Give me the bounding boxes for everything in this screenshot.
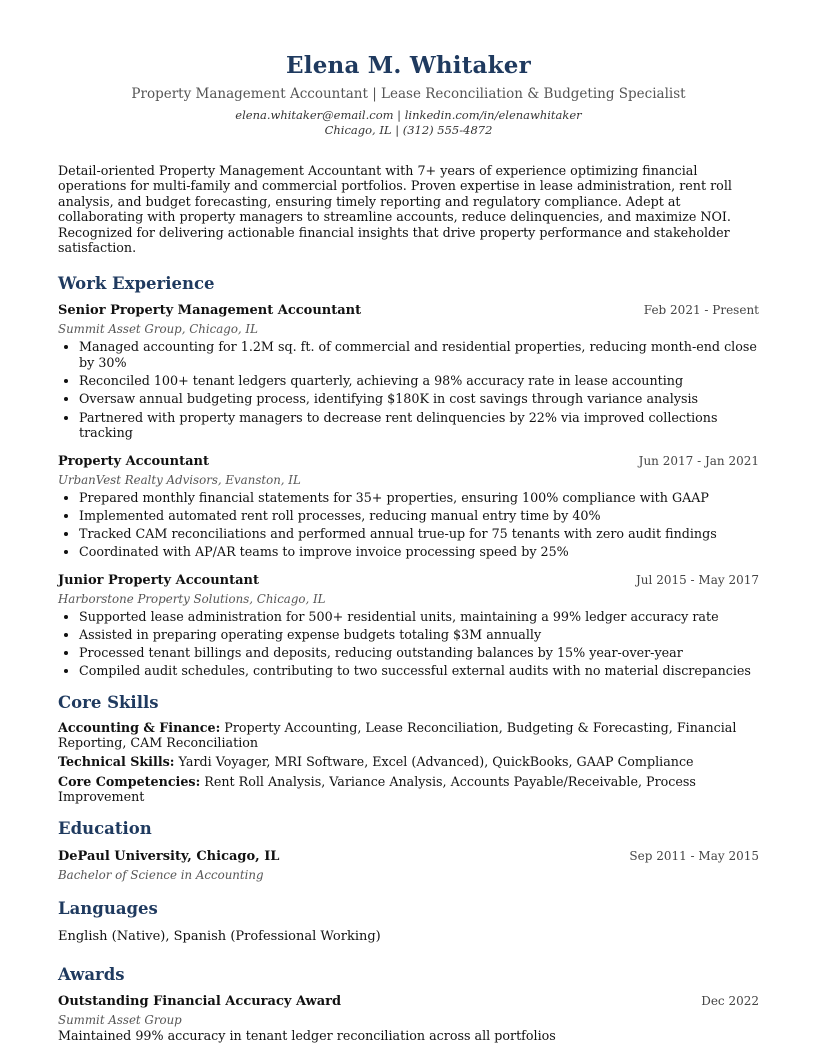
- job-bullet: • Assisted in preparing operating expense budgets totaling $3M annually: [79, 627, 759, 643]
- section-title-core-skills: Core Skills: [58, 692, 159, 712]
- core-skills-section: [58, 692, 759, 804]
- award-date: Dec 2022: [701, 994, 759, 1009]
- headline: Property Management Accountant | Lease Reconciliation & Budgeting Specialist: [131, 86, 686, 102]
- job-date: Feb 2021 - Present: [643, 303, 759, 318]
- languages-section: [58, 898, 759, 945]
- resume-page: [58, 0, 759, 1043]
- job-bullet: • Managed accounting for 1.2M sq. ft. of commercial and residential properties, reducing month-end close by 30%: [79, 339, 759, 370]
- job-bullet: • Supported lease administration for 500+ residential units, maintaining a 99% ledger accuracy rate: [79, 609, 759, 625]
- job-company: Harborstone Property Solutions, Chicago, IL: [58, 591, 326, 606]
- education-section: [58, 818, 759, 883]
- section-title-education: Education: [58, 819, 152, 839]
- job-bullet: • Partnered with property managers to decrease rent delinquencies by 22% via improved collections tracking: [79, 410, 759, 441]
- contact-line-location-phone: Chicago, IL | (312) 555-4872: [324, 123, 493, 137]
- job-date: Jun 2017 - Jan 2021: [638, 453, 759, 468]
- section-title-languages: Languages: [58, 899, 158, 919]
- job-bullets: [58, 490, 759, 560]
- job-bullet: • Reconciled 100+ tenant ledgers quarterly, achieving a 98% accuracy rate in lease accounting: [79, 373, 759, 389]
- section-title-work-experience: Work Experience: [58, 274, 215, 294]
- skill-row: [58, 754, 759, 769]
- candidate-name: Elena M. Whitaker: [286, 52, 531, 79]
- education-date: Sep 2011 - May 2015: [629, 849, 759, 864]
- professional-summary: Detail-oriented Property Management Accountant with 7+ years of experience optimizing financial operations for multi-family and commercial portfolios. Proven expertise in lease administration, rent roll analysis, and budget forecasting, ensuring timely reporting and regulatory compliance. Adept at collaborating with property managers to streamline accounts, reduce delinquencies, and maximize NOI. Recognized for delivering actionable financial insights that drive property performance and stakeholder satisfaction.: [58, 163, 732, 256]
- work-experience-section: [58, 273, 759, 678]
- award-description: Maintained 99% accuracy in tenant ledger reconciliation across all portfolios: [58, 1028, 556, 1044]
- degree: Bachelor of Science in Accounting: [58, 868, 264, 883]
- school-name: DePaul University, Chicago, IL: [58, 849, 280, 865]
- job-bullet: • Prepared monthly financial statements for 35+ properties, ensuring 100% compliance with GAAP: [79, 490, 759, 506]
- skill-value: Yardi Voyager, MRI Software, Excel (Advanced), QuickBooks, GAAP Compliance: [174, 754, 694, 770]
- award-entry: [58, 993, 759, 1043]
- job-bullet: • Implemented automated rent roll processes, reducing manual entry time by 40%: [79, 508, 759, 524]
- job-title: Junior Property Accountant: [58, 572, 260, 588]
- job-bullets: [58, 609, 759, 679]
- skill-row: [58, 720, 759, 751]
- award-title: Outstanding Financial Accuracy Award: [58, 994, 342, 1010]
- skill-value: Rent Roll Analysis, Variance Analysis, Accounts Payable/Receivable, Process Improvement: [58, 773, 696, 804]
- job-entry: [58, 572, 759, 679]
- skill-row: [58, 774, 759, 805]
- job-company: UrbanVest Realty Advisors, Evanston, IL: [58, 472, 301, 487]
- job-bullets: [58, 339, 759, 440]
- job-title: Senior Property Management Accountant: [58, 303, 362, 319]
- job-entry: [58, 302, 759, 440]
- job-bullet: • Processed tenant billings and deposits, reducing outstanding balances by 15% year-over-year: [79, 645, 759, 661]
- job-bullet: • Oversaw annual budgeting process, identifying $180K in cost savings through variance analysis: [79, 391, 759, 407]
- skill-label: Technical Skills:: [58, 754, 175, 770]
- job-title: Property Accountant: [58, 453, 209, 469]
- education-entry: [58, 848, 759, 883]
- section-title-awards: Awards: [58, 965, 125, 985]
- awards-section: [58, 964, 759, 1043]
- contact-line-email-linkedin: elena.whitaker@email.com | linkedin.com/in/elenawhitaker: [235, 108, 582, 122]
- skill-label: Core Competencies:: [58, 773, 201, 789]
- job-bullet: • Compiled audit schedules, contributing to two successful external audits with no material discrepancies: [79, 663, 759, 679]
- job-date: Jul 2015 - May 2017: [636, 572, 759, 587]
- languages-list: English (Native), Spanish (Professional Working): [58, 929, 381, 945]
- job-company: Summit Asset Group, Chicago, IL: [58, 322, 258, 337]
- award-organization: Summit Asset Group: [58, 1013, 182, 1028]
- job-bullet: • Tracked CAM reconciliations and performed annual true-up for 75 tenants with zero audit findings: [79, 526, 759, 542]
- job-bullet: • Coordinated with AP/AR teams to improve invoice processing speed by 25%: [79, 544, 759, 560]
- skill-label: Accounting & Finance:: [58, 719, 221, 735]
- skill-value: Property Accounting, Lease Reconciliation, Budgeting & Forecasting, Financial Reporting, CAM Reconciliation: [58, 719, 737, 750]
- job-entry: [58, 453, 759, 560]
